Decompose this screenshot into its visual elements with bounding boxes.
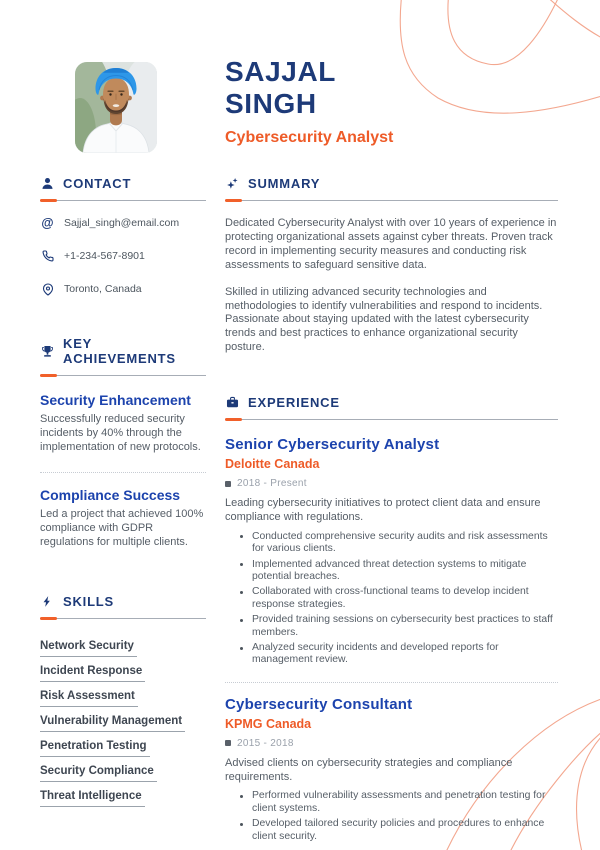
section-divider [40, 199, 206, 202]
sidebar [40, 170, 206, 811]
experience-heading-label: EXPERIENCE [248, 395, 340, 411]
contact-list [40, 216, 206, 296]
summary-section [225, 176, 558, 355]
job-bullet: Provided training sessions on cybersecurity best practices to staff members. [252, 614, 558, 639]
job-bullet: Implemented advanced threat detection systems to mitigate potential breaches. [252, 559, 558, 584]
contact-email-text: Sajjal_singh@email.com [64, 217, 180, 229]
skill-item: Incident Response [40, 661, 206, 682]
skill-item: Network Security [40, 636, 206, 657]
job-period-row [225, 478, 558, 489]
experience-heading [225, 395, 558, 410]
at-icon: @ [41, 216, 54, 230]
skills-heading [40, 594, 206, 609]
job-period-row [225, 738, 558, 749]
summary-paragraph: Dedicated Cybersecurity Analyst with over 10 years of experience in protecting organizational assets against cyber threats. Proven track record in implementing security measures and conducting risk assessments to safeguard sensitive data. [225, 217, 557, 271]
skills-section [40, 594, 206, 807]
section-divider [40, 617, 206, 620]
skills-heading-label: SKILLS [63, 593, 115, 609]
contact-phone-text: +1-234-567-8901 [64, 250, 145, 262]
achievements-heading-label: KEY ACHIEVEMENTS [63, 336, 176, 366]
summary-paragraph: Skilled in utilizing advanced security technologies and methodologies to identify vulnerabilities and respond to incidents. Passionate about staying updated with the latest cybersecurity trends and best practices to enhance organizational security posture. [225, 285, 543, 354]
contact-item-location [40, 282, 206, 296]
contact-item-email [40, 216, 206, 230]
main-column [225, 170, 558, 846]
experience-section [225, 395, 558, 843]
trophy-icon [40, 344, 54, 358]
person-icon [40, 177, 54, 191]
dotted-divider [40, 472, 206, 473]
job-entry [225, 696, 558, 843]
skill-item: Penetration Testing [40, 736, 206, 757]
calendar-icon [225, 740, 231, 746]
achievement-description: Successfully reduced security incidents by 40% through the implementation of new protocols. [40, 413, 201, 453]
job-bullet: Developed tailored security policies and procedures to enhance client security. [252, 818, 558, 843]
job-bullets [225, 790, 558, 843]
achievement-item [40, 487, 206, 549]
calendar-icon [225, 481, 231, 487]
contact-section [40, 176, 206, 296]
job-bullets [225, 531, 558, 667]
job-period: 2015 - 2018 [237, 737, 294, 749]
skill-item: Threat Intelligence [40, 786, 206, 807]
job-lead: Leading cybersecurity initiatives to protect client data and ensure compliance with regulations. [225, 497, 541, 523]
summary-heading-label: SUMMARY [248, 176, 321, 191]
achievements-heading [40, 336, 206, 366]
profile-photo-image [75, 62, 157, 153]
achievements-section [40, 336, 206, 550]
job-title: Senior Cybersecurity Analyst [225, 436, 440, 454]
job-company: Deloitte Canada [225, 457, 320, 472]
section-divider [225, 199, 558, 202]
resume-header [225, 56, 565, 147]
name-line-2: SINGH [225, 88, 317, 119]
job-title: Cybersecurity Analyst [225, 129, 394, 146]
job-bullet: Performed vulnerability assessments and penetration testing for client systems. [252, 790, 558, 815]
location-pin-icon [40, 282, 55, 296]
job-title: Cybersecurity Consultant [225, 695, 413, 713]
phone-icon [40, 249, 55, 263]
job-bullet: Collaborated with cross-functional teams to develop incident response strategies. [252, 586, 558, 611]
contact-heading-label: CONTACT [63, 176, 132, 191]
job-entry [225, 436, 558, 667]
job-lead: Advised clients on cybersecurity strategies and compliance requirements. [225, 756, 513, 783]
profile-photo [75, 62, 157, 153]
summary-text [225, 217, 558, 355]
dotted-divider [225, 682, 558, 683]
name-line-1: SAJJAL [225, 56, 336, 87]
contact-location-text: Toronto, Canada [64, 283, 142, 295]
job-bullet: Conducted comprehensive security audits and risk assessments for various clients. [252, 531, 558, 556]
achievement-description: Led a project that achieved 100% compliance with GDPR regulations for multiple clients. [40, 508, 204, 548]
achievement-item [40, 392, 206, 454]
section-divider [40, 374, 206, 377]
contact-item-phone [40, 249, 206, 263]
lightning-bolt-icon [40, 594, 54, 608]
briefcase-icon [225, 396, 239, 410]
job-bullet: Analyzed security incidents and developed reports for management review. [252, 642, 558, 667]
skills-list [40, 636, 206, 807]
achievement-title: Compliance Success [40, 487, 181, 504]
job-company: KPMG Canada [225, 716, 312, 731]
skill-item: Security Compliance [40, 761, 206, 782]
job-period: 2018 - Present [237, 478, 307, 490]
summary-heading [225, 176, 558, 191]
skill-item: Risk Assessment [40, 686, 206, 707]
achievement-title: Security Enhancement [40, 392, 191, 408]
sparkles-icon [225, 177, 239, 191]
section-divider [225, 418, 558, 421]
contact-heading [40, 176, 206, 191]
skill-item: Vulnerability Management [40, 711, 206, 732]
